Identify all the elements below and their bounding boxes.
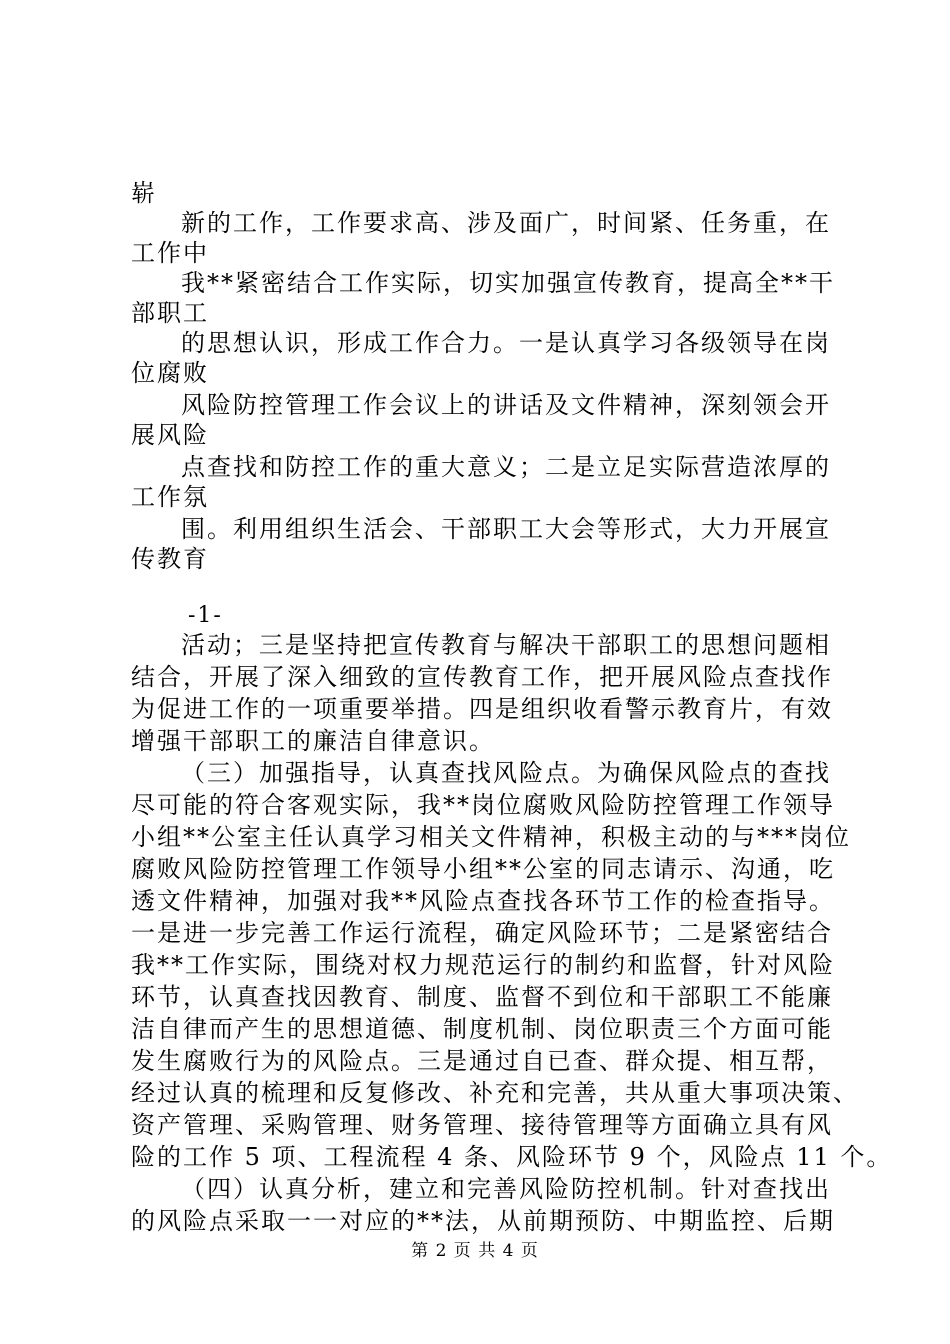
text-line: 位腐败 xyxy=(131,359,209,387)
text-line: （三）加强指导，认真查找风险点。为确保风险点的查找 xyxy=(181,759,831,787)
page-footer: 第 2 页 共 4 页 xyxy=(411,1241,539,1261)
text-line: 资产管理、采购管理、财务管理、接待管理等方面确立具有风 xyxy=(131,1111,833,1139)
text-line: 活动；三是坚持把宣传教育与解决干部职工的思想问题相 xyxy=(181,631,831,659)
text-line: 透文件精神，加强对我**风险点查找各环节工作的检查指导。 xyxy=(131,887,835,915)
text-line: 增强干部职工的廉洁自律意识。 xyxy=(131,727,495,755)
text-line: 我**紧密结合工作实际，切实加强宣传教育，提高全**干 xyxy=(181,269,835,297)
top-fragment: 崭 xyxy=(131,179,157,207)
text-line: 的思想认识，形成工作合力。一是认真学习各级领导在岗 xyxy=(181,329,831,357)
text-line: 洁自律而产生的思想道德、制度机制、岗位职责三个方面可能 xyxy=(131,1015,833,1043)
text-line: 展风险 xyxy=(131,421,209,449)
text-line: 的风险点采取一一对应的**法，从前期预防、中期监控、后期 xyxy=(131,1207,835,1235)
text-line: 一是进一步完善工作运行流程，确定风险环节；二是紧密结合 xyxy=(131,919,833,947)
text-line: 部职工 xyxy=(131,299,209,327)
text-line: （四）认真分析，建立和完善风险防控机制。针对查找出 xyxy=(181,1175,831,1203)
text-line: 小组**公室主任认真学习相关文件精神，积极主动的与***岗位 xyxy=(131,823,851,851)
text-line: 发生腐败行为的风险点。三是通过自已查、群众提、相互帮， xyxy=(131,1047,833,1075)
text-line: 我**工作实际，围绕对权力规范运行的制约和监督，针对风险 xyxy=(131,951,835,979)
text-line: 尽可能的符合客观实际，我**岗位腐败风险防控管理工作领导 xyxy=(131,791,835,819)
text-line: 经过认真的梳理和反复修改、补充和完善，共从重大事项决策、 xyxy=(131,1079,859,1107)
text-line: 险的工作 5 项、工程流程 4 条、风险环节 9 个，风险点 11 个。 xyxy=(131,1143,893,1171)
text-line: 环节，认真查找因教育、制度、监督不到位和干部职工不能廉 xyxy=(131,983,833,1011)
text-line: 传教育 xyxy=(131,545,209,573)
text-line: 工作氛 xyxy=(131,483,209,511)
text-line: 腐败风险防控管理工作领导小组**公室的同志请示、沟通，吃 xyxy=(131,855,835,883)
text-line: 围。利用组织生活会、干部职工大会等形式，大力开展宣 xyxy=(181,515,831,543)
text-line: 风险防控管理工作会议上的讲话及文件精神，深刻领会开 xyxy=(181,391,831,419)
text-line: 结合，开展了深入细致的宣传教育工作，把开展风险点查找作 xyxy=(131,663,833,691)
text-line: 点查找和防控工作的重大意义；二是立足实际营造浓厚的 xyxy=(181,453,831,481)
inner-page-number: -1- xyxy=(188,603,223,628)
text-line: 工作中 xyxy=(131,239,209,267)
text-line: 为促进工作的一项重要举措。四是组织收看警示教育片，有效 xyxy=(131,695,833,723)
text-line: 新的工作，工作要求高、涉及面广，时间紧、任务重，在 xyxy=(181,209,831,237)
